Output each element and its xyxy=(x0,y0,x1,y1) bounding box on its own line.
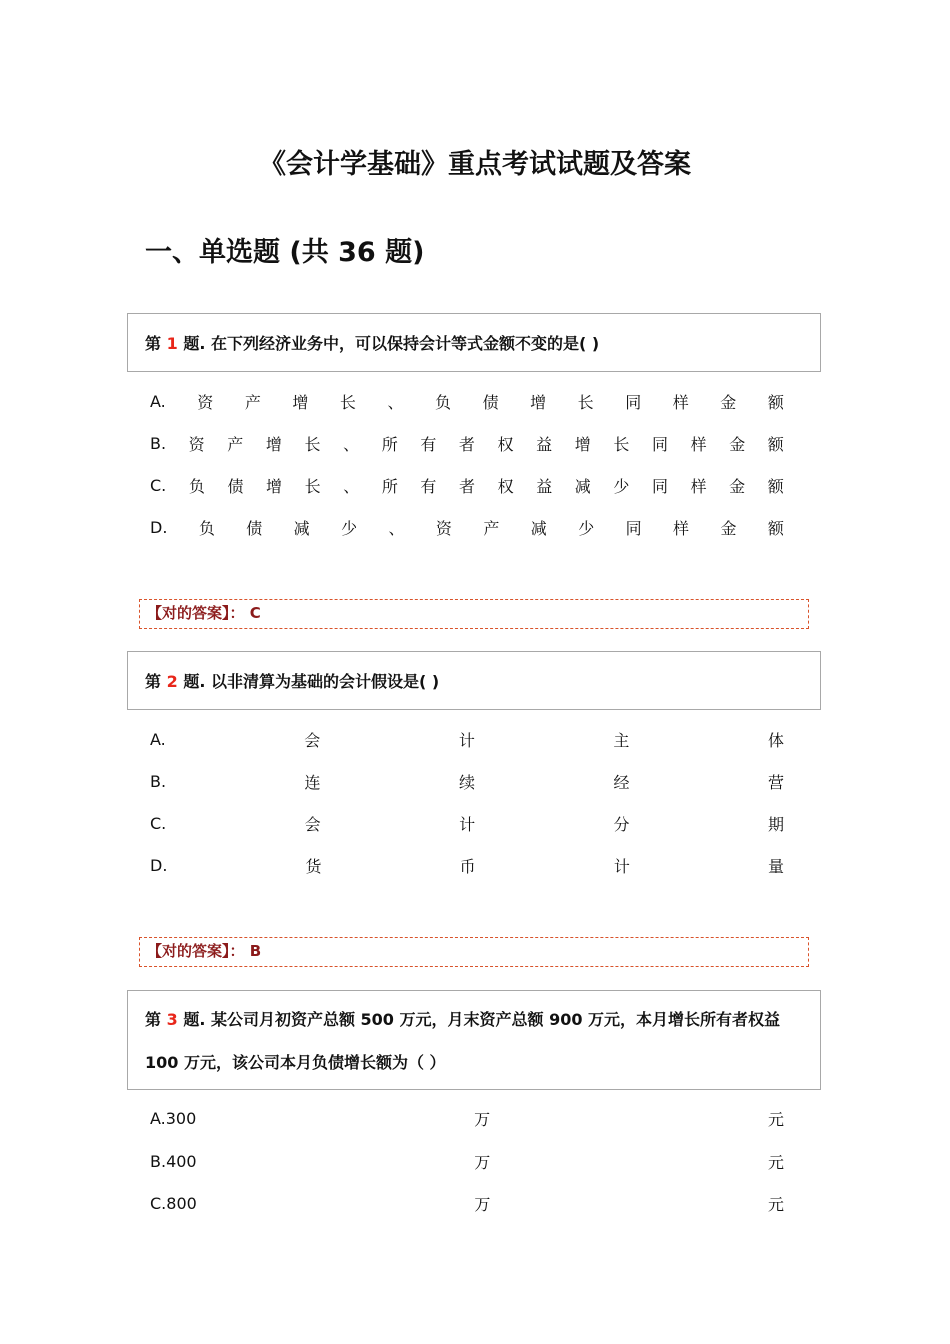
option-row xyxy=(150,1188,784,1218)
option-text-char: 金 xyxy=(729,476,746,496)
option-text-char: 产 xyxy=(227,434,244,454)
option-text-char: 资 xyxy=(435,518,452,538)
option-label: C. xyxy=(150,475,167,495)
option-text-char: 同 xyxy=(625,518,642,538)
option-text-char: 、 xyxy=(343,476,360,496)
option-text-char: 、 xyxy=(343,434,360,454)
option-text-char: 会 xyxy=(304,730,321,750)
option-text-char: 减 xyxy=(530,518,547,538)
question-box xyxy=(127,313,821,372)
option-text-char: 样 xyxy=(690,434,707,454)
option-text-char: 权 xyxy=(497,434,514,454)
question-number: 3 xyxy=(166,1010,178,1029)
option-row xyxy=(150,512,784,542)
option-text-char: 货 xyxy=(305,856,322,876)
option-text-char: 样 xyxy=(673,518,690,538)
option-text-char: 同 xyxy=(651,434,668,454)
option-text-char: 负 xyxy=(435,392,452,412)
option-row xyxy=(150,470,784,500)
option-text-char: 增 xyxy=(292,392,309,412)
option-text-char: 权 xyxy=(497,476,514,496)
option-text-char: 少 xyxy=(578,518,595,538)
option-label: A.300 xyxy=(150,1108,197,1128)
question-text: 题. 在下列经济业务中，可以保持会计等式金额不变的是( ) xyxy=(183,334,600,353)
option-text-char: 体 xyxy=(767,730,784,750)
option-text-char: 资 xyxy=(188,434,205,454)
option-text-char: 分 xyxy=(613,814,630,834)
option-text-char: 益 xyxy=(536,476,553,496)
option-text-char: 量 xyxy=(767,856,784,876)
option-text-char: 期 xyxy=(767,814,784,834)
option-text-char: 计 xyxy=(458,730,475,750)
option-row xyxy=(150,724,784,754)
option-text-char: 长 xyxy=(613,434,630,454)
option-text-char: 样 xyxy=(690,476,707,496)
option-row xyxy=(150,766,784,796)
option-label: D. xyxy=(150,517,168,537)
option-text-char: 同 xyxy=(651,476,668,496)
option-row xyxy=(150,850,784,880)
option-label: A. xyxy=(150,729,166,749)
option-label: A. xyxy=(150,391,166,411)
option-text-char: 产 xyxy=(244,392,261,412)
question-box xyxy=(127,990,821,1090)
option-text-char: 长 xyxy=(304,434,321,454)
answer-box: 【对的答案】： C xyxy=(139,599,809,629)
question-prefix: 第 xyxy=(145,672,162,691)
option-text-char: 元 xyxy=(767,1109,784,1129)
option-label: B. xyxy=(150,433,167,453)
option-text-char: 额 xyxy=(767,434,784,454)
option-text-char: 增 xyxy=(265,434,282,454)
question-box xyxy=(127,651,821,710)
option-text-char: 连 xyxy=(304,772,321,792)
option-text-char: 有 xyxy=(420,476,437,496)
option-text-char: 所 xyxy=(381,476,398,496)
option-text-char: 债 xyxy=(227,476,244,496)
option-text-char: 减 xyxy=(574,476,591,496)
option-text-char: 有 xyxy=(420,434,437,454)
option-text-char: 计 xyxy=(613,856,630,876)
option-text-char: 额 xyxy=(767,392,784,412)
section-heading: 一、单选题 (共 36 题) xyxy=(145,237,425,268)
option-text-char: 长 xyxy=(304,476,321,496)
document-title: 《会计学基础》重点考试试题及答案 xyxy=(259,149,691,180)
option-text-char: 长 xyxy=(577,392,594,412)
option-label: B.400 xyxy=(150,1151,197,1171)
option-text-char: 、 xyxy=(388,518,405,538)
option-text-char: 产 xyxy=(483,518,500,538)
option-text-char: 增 xyxy=(266,476,283,496)
question-text: 题. 以非清算为基础的会计假设是( ) xyxy=(183,672,440,691)
option-text-char: 同 xyxy=(625,392,642,412)
option-label: C.800 xyxy=(150,1193,197,1213)
option-text-char: 额 xyxy=(767,518,784,538)
option-text-char: 、 xyxy=(387,392,404,412)
option-text-char: 增 xyxy=(530,392,547,412)
option-text-char: 额 xyxy=(767,476,784,496)
question-text-continued: 100 万元，该公司本月负债增长额为（ ） xyxy=(145,1053,446,1072)
option-text-char: 减 xyxy=(293,518,310,538)
option-text-char: 债 xyxy=(246,518,263,538)
option-row xyxy=(150,808,784,838)
question-line xyxy=(145,998,803,1041)
option-text-char: 营 xyxy=(767,772,784,792)
option-text-char: 益 xyxy=(536,434,553,454)
option-text-char: 者 xyxy=(458,434,475,454)
option-text-char: 万 xyxy=(474,1152,491,1172)
option-text-char: 币 xyxy=(459,856,476,876)
option-text-char: 负 xyxy=(188,476,205,496)
option-text-char: 经 xyxy=(613,772,630,792)
option-text-char: 金 xyxy=(729,434,746,454)
option-row xyxy=(150,428,784,458)
option-label: B. xyxy=(150,771,167,791)
option-text-char: 少 xyxy=(613,476,630,496)
question-number: 2 xyxy=(166,672,178,691)
option-text-char: 金 xyxy=(720,518,737,538)
option-text-char: 续 xyxy=(459,772,476,792)
option-text-char: 万 xyxy=(474,1194,491,1214)
option-text-char: 样 xyxy=(672,392,689,412)
option-label: D. xyxy=(150,855,168,875)
question-prefix: 第 xyxy=(145,1010,162,1029)
question-text: 题. 某公司月初资产总额 500 万元，月末资产总额 900 万元，本月增长所有者权益 xyxy=(183,1010,781,1029)
question-prefix: 第 xyxy=(145,334,162,353)
option-text-char: 万 xyxy=(474,1109,491,1129)
option-text-char: 者 xyxy=(459,476,476,496)
option-text-char: 少 xyxy=(341,518,358,538)
option-text-char: 债 xyxy=(482,392,499,412)
option-text-char: 资 xyxy=(197,392,214,412)
option-text-char: 所 xyxy=(381,434,398,454)
answer-box: 【对的答案】： B xyxy=(139,937,809,967)
question-number: 1 xyxy=(166,334,178,353)
option-label: C. xyxy=(150,813,167,833)
option-text-char: 主 xyxy=(613,730,630,750)
option-text-char: 会 xyxy=(304,814,321,834)
option-text-char: 元 xyxy=(767,1152,784,1172)
option-row xyxy=(150,1103,784,1133)
option-text-char: 计 xyxy=(459,814,476,834)
option-text-char: 金 xyxy=(720,392,737,412)
option-text-char: 元 xyxy=(767,1194,784,1214)
option-row xyxy=(150,386,784,416)
option-text-char: 长 xyxy=(339,392,356,412)
option-row xyxy=(150,1146,784,1176)
option-text-char: 负 xyxy=(198,518,215,538)
option-text-char: 增 xyxy=(574,434,591,454)
